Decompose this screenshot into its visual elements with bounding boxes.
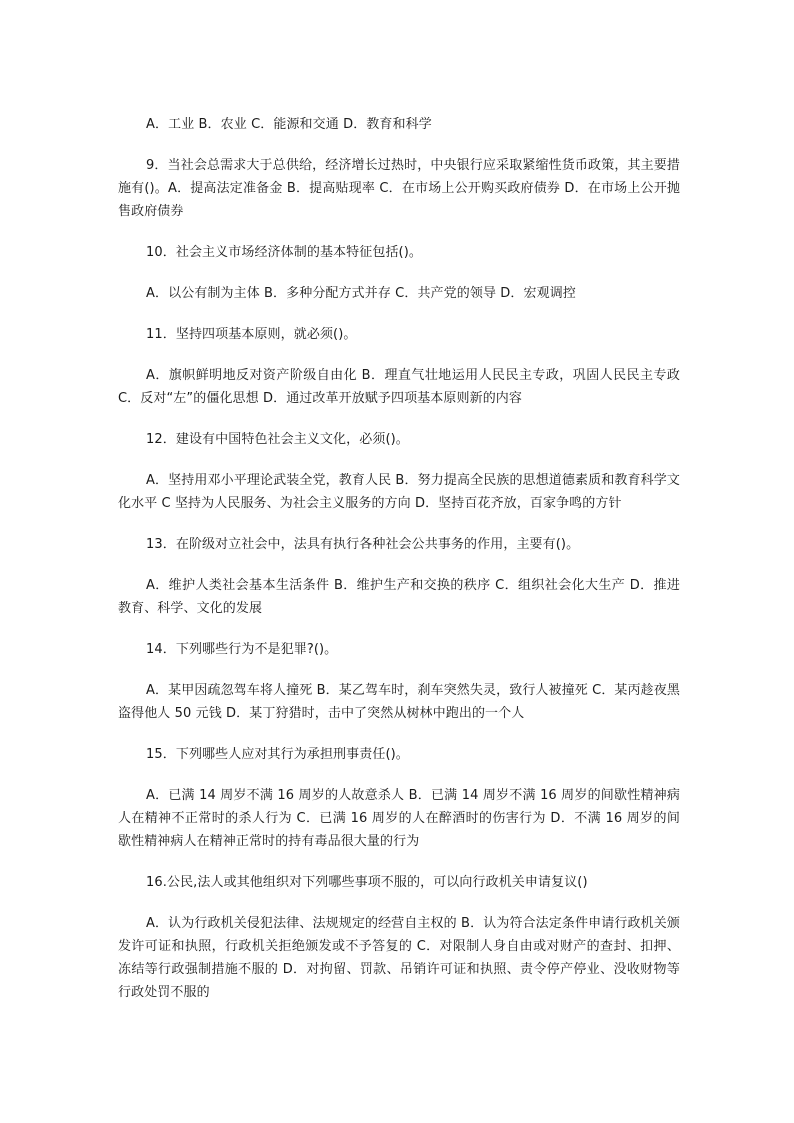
paragraph-options-11: A．旗帜鲜明地反对资产阶级自由化 B．理直气壮地运用人民民主专政，巩固人民民主专政 C．反对“左”的僵化思想 D．通过改革开放赋予四项基本原则新的内容	[118, 368, 680, 406]
document-body	[118, 113, 680, 1004]
paragraph-question-11: 11．坚持四项基本原则，就必须()。	[146, 327, 357, 342]
paragraph-options-15: A．已满 14 周岁不满 16 周岁的人故意杀人 B．已满 14 周岁不满 16 周岁的间歇性精神病人在精神不正常时的杀人行为 C．已满 16 周岁的人在醉酒时的伤害行为 D．不满 16 周岁的间歇性精神病人在精神正常时的持有毒品很大量的行为	[118, 788, 680, 849]
paragraph-question-10: 10．社会主义市场经济体制的基本特征包括()。	[146, 245, 422, 260]
paragraph-question-12: 12．建设有中国特色社会主义文化，必须()。	[146, 432, 409, 447]
paragraph-question-9: 9．当社会总需求大于总供给，经济增长过热时，中央银行应采取紧缩性货币政策，其主要措施有()。A．提高法定准备金 B．提高贴现率 C．在市场上公开购买政府债券 D．在市场上公开抛售政府债券	[118, 158, 680, 219]
paragraph-options-12: A．坚持用邓小平理论武装全党，教育人民 B．努力提高全民族的思想道德素质和教育科学文化水平 C 坚持为人民服务、为社会主义服务的方向 D．坚持百花齐放，百家争鸣的方针	[118, 473, 680, 511]
paragraph-options-14: A．某甲因疏忽驾车将人撞死 B．某乙驾车时，刹车突然失灵，致行人被撞死 C．某丙趁夜黑盗得他人 50 元钱 D．某丁狩猎时，击中了突然从树林中跑出的一个人	[118, 683, 680, 721]
paragraph-options-8: A．工业 B．农业 C．能源和交通 D．教育和科学	[146, 117, 432, 132]
paragraph-options-16: A．认为行政机关侵犯法律、法规规定的经营自主权的 B．认为符合法定条件申请行政机关颁发许可证和执照，行政机关拒绝颁发或不予答复的 C．对限制人身自由或对财产的查封、扣押、冻结等行政强制措施不服的 D．对拘留、罚款、吊销许可证和执照、责令停产停业、没收财物等行政处罚不服的	[118, 916, 680, 1000]
paragraph-question-16: 16.公民,法人或其他组织对下列哪些事项不服的，可以向行政机关申请复议()	[146, 875, 588, 890]
paragraph-question-13: 13．在阶级对立社会中，法具有执行各种社会公共事务的作用，主要有()。	[146, 537, 580, 552]
paragraph-question-15: 15．下列哪些人应对其行为承担刑事责任()。	[146, 747, 409, 762]
paragraph-question-14: 14．下列哪些行为不是犯罪?()。	[146, 642, 338, 657]
paragraph-options-10: A．以公有制为主体 B．多种分配方式并存 C．共产党的领导 D．宏观调控	[146, 286, 576, 301]
paragraph-options-13: A．维护人类社会基本生活条件 B．维护生产和交换的秩序 C．组织社会化大生产 D．推进教育、科学、文化的发展	[118, 578, 680, 616]
